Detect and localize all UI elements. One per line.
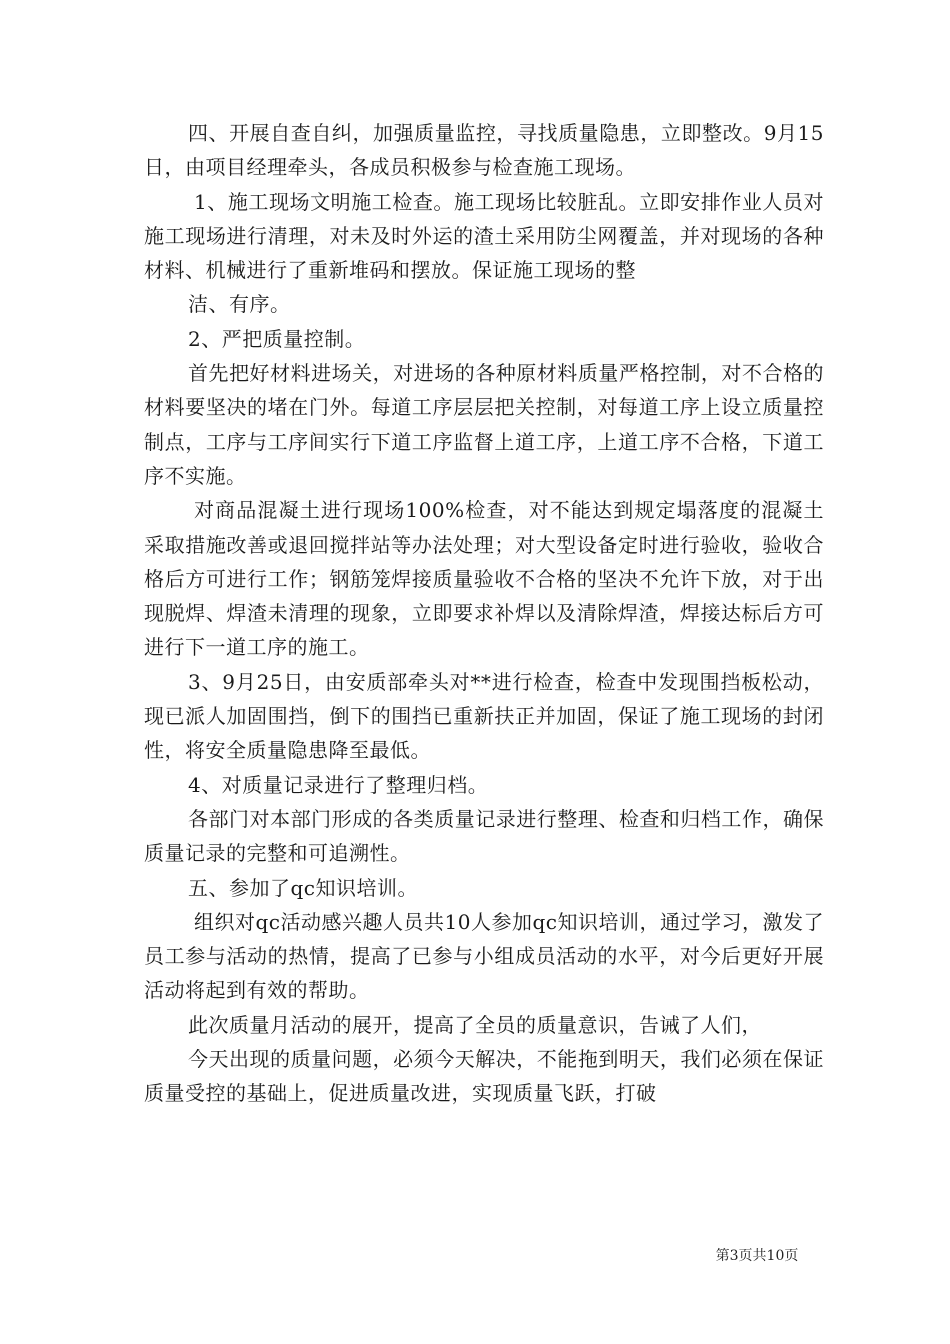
- paragraph-today-problems: 今天出现的质量问题，必须今天解决，不能拖到明天，我们必须在保证质量受控的基础上，促进质量改进，实现质量飞跃，打破: [144, 1047, 824, 1106]
- paragraph-quality-month: 此次质量月活动的展开，提高了全员的质量意识，告诫了人们，: [188, 1012, 762, 1037]
- paragraph-material-control: 首先把好材料进场关，对进场的各种原材料质量严格控制，对不合格的材料要坚决的堵在门外。每道工序层层把关控制，对每道工序上设立质量控制点，工序与工序间实行下道工序监督上道工序，上道工序不合格，下道工序不实施。: [144, 361, 824, 488]
- page-footer: [0, 1245, 950, 1265]
- paragraph-clean-orderly: 洁、有序。: [188, 292, 291, 317]
- paragraph-qc-training-heading: 五、参加了qc知识培训。: [188, 875, 419, 900]
- paragraph-self-inspection: 四、开展自查自纠，加强质量监控，寻找质量隐患，立即整改。9月15日，由项目经理牵头，各成员积极参与检查施工现场。: [144, 121, 824, 180]
- paragraph-fence-inspection: 3、9月25日，由安质部牵头对**进行检查，检查中发现围挡板松动，现已派人加固围挡，倒下的围挡已重新扶正并加固，保证了施工现场的封闭性，将安全质量隐患降至最低。: [144, 669, 824, 763]
- paragraph-records-archiving: 各部门对本部门形成的各类质量记录进行整理、检查和归档工作，确保质量记录的完整和可追溯性。: [144, 806, 824, 866]
- page-number-label: 第3页共10页: [715, 1248, 799, 1264]
- document-body: [144, 116, 824, 1111]
- paragraph-quality-control-heading: 2、严把质量控制。: [188, 326, 366, 351]
- paragraph-site-inspection: 1、施工现场文明施工检查。施工现场比较脏乱。立即安排作业人员对施工现场进行清理，对未及时外运的渣土采用防尘网覆盖，并对现场的各种材料、机械进行了重新堆码和摆放。保证施工现场的整: [144, 189, 824, 283]
- paragraph-qc-training: 组织对qc活动感兴趣人员共10人参加qc知识培训，通过学习，激发了员工参与活动的热情，提高了已参与小组成员活动的水平，对今后更好开展活动将起到有效的帮助。: [144, 909, 824, 1003]
- paragraph-concrete-inspection: 对商品混凝土进行现场100%检查，对不能达到规定塌落度的混凝土采取措施改善或退回搅拌站等办法处理；对大型设备定时进行验收，验收合格后方可进行工作；钢筋笼焊接质量验收不合格的坚决不允许下放，对于出现脱焊、焊渣未清理的现象，立即要求补焊以及清除焊渣，焊接达标后方可进行下一道工序的施工。: [144, 498, 824, 660]
- paragraph-records-heading: 4、对质量记录进行了整理归档。: [188, 772, 489, 797]
